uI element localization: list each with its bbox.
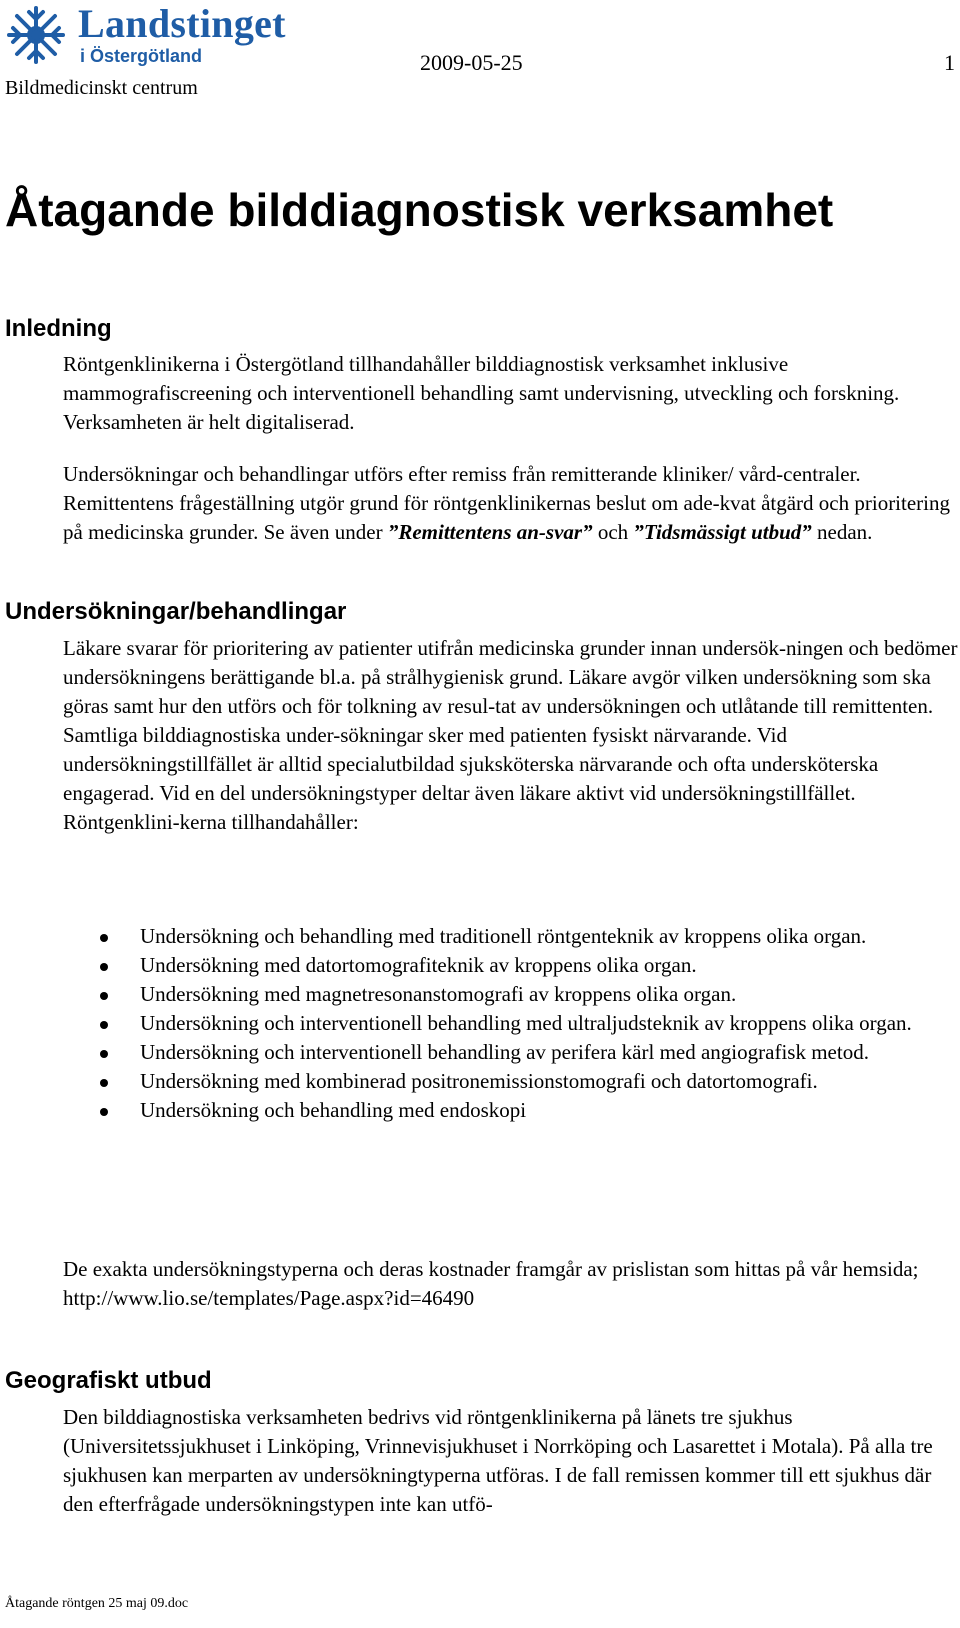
page-number: 1 bbox=[944, 50, 955, 75]
section-heading-exams: Undersökningar/behandlingar bbox=[5, 598, 347, 625]
bullet-icon bbox=[100, 1050, 108, 1058]
bullet-icon bbox=[100, 963, 108, 971]
document-date: 2009-05-25 bbox=[420, 50, 523, 75]
list-item-text: Undersökning med magnetresonanstomografi av kroppens olika organ. bbox=[140, 982, 737, 1006]
page-title: Åtagande bilddiagnostisk verksamhet bbox=[5, 184, 834, 236]
intro-paragraph-1 bbox=[63, 350, 958, 437]
intro-text-2-end: nedan. bbox=[811, 520, 873, 544]
list-item-text: Undersökning med kombinerad positronemissionstomografi och datortomografi. bbox=[140, 1069, 818, 1093]
list-item-text: Undersökning med datortomografiteknik av kroppens olika organ. bbox=[140, 953, 697, 977]
list-item bbox=[63, 922, 958, 951]
intro-paragraph-2 bbox=[63, 460, 958, 547]
exams-text-2: De exakta undersökningstyperna och deras kostnader framgår av prislistan som hittas på vår hemsida; bbox=[63, 1257, 919, 1281]
intro-text-1: Röntgenklinikerna i Östergötland tillhandahåller bilddiagnostisk verksamhet inklusive mammografiscreening och interventionell behandling samt undervisning, utveckling och forskning. Verksamheten är helt digitaliserad. bbox=[63, 352, 900, 434]
list-item bbox=[63, 1009, 958, 1038]
bullet-icon bbox=[100, 1021, 108, 1029]
logo-subtitle: i Östergötland bbox=[80, 46, 203, 66]
price-list-link[interactable]: http://www.lio.se/templates/Page.aspx?id=46490 bbox=[63, 1286, 475, 1310]
list-item bbox=[63, 951, 958, 980]
list-item bbox=[63, 980, 958, 1009]
list-item-text: Undersökning och behandling med traditionell röntgenteknik av kroppens olika organ. bbox=[140, 924, 867, 948]
section-heading-intro: Inledning bbox=[5, 315, 112, 342]
exams-text-1: Läkare svarar för prioritering av patienter utifrån medicinska grunder innan undersök-ningen och bedömer undersökningens berättigande bl.a. på strålhygienisk grund. Läkare avgör vilken undersökning som ska göras samt hur den utförs och för tolkning av resul-tat av undersökningen och utlåtande till remittenten. Samtliga bilddiagnostiska under-sökningar sker med patienten fysiskt närvarande. Vid undersökningstillfället är alltid specialutbildad sjuksköterska närvarande och ofta undersköterska engagerad. Vid en del undersökningstyper deltar även läkare aktivt vid undersökningstillfället. Röntgenklini-kerna tillhandahåller: bbox=[63, 636, 958, 834]
geo-text-1: Den bilddiagnostiska verksamheten bedrivs vid röntgenklinikerna på länets tre sjukhus (Universitetssjukhuset i Linköping, Vrinnevisjukhuset i Norrköping och Lasarettet i Motala). På alla tre sjukhusen kan merparten av undersökningtyperna utföras. I de fall remissen kommer till ett sjukhus där den efterfrågade undersökningstypen inte kan utfö- bbox=[63, 1405, 933, 1516]
snowflake-emblem-icon bbox=[5, 4, 67, 66]
exams-paragraph-1 bbox=[63, 634, 958, 837]
bullet-icon bbox=[100, 992, 108, 1000]
exams-paragraph-2 bbox=[63, 1255, 958, 1313]
logo-name: Landstinget bbox=[78, 1, 286, 46]
list-item-text: Undersökning och behandling med endoskopi bbox=[140, 1098, 527, 1122]
list-item-text: Undersökning och interventionell behandling med ultraljudsteknik av kroppens olika organ. bbox=[140, 1011, 912, 1035]
exam-types-list bbox=[63, 922, 958, 1125]
bullet-icon bbox=[100, 1079, 108, 1087]
intro-text-2-start: Undersökningar och behandlingar utförs efter remiss från remitterande kliniker/ vård-centraler. Remittentens frågeställning utgör grund för röntgenklinikernas beslut om ade-kvat åtgärd och prioritering på medicinska grunder. Se även under bbox=[63, 462, 951, 544]
bullet-icon bbox=[100, 934, 108, 942]
department-name: Bildmedicinskt centrum bbox=[5, 77, 198, 99]
list-item bbox=[63, 1096, 958, 1125]
reference-remittentens-ansvar: ”Remittentens an-svar” bbox=[387, 520, 593, 544]
section-heading-geo: Geografiskt utbud bbox=[5, 1367, 212, 1394]
list-item bbox=[63, 1038, 958, 1067]
list-item bbox=[63, 1067, 958, 1096]
geo-paragraph-1 bbox=[63, 1403, 958, 1519]
intro-text-2 bbox=[63, 460, 958, 547]
reference-tidsmassigt-utbud: ”Tidsmässigt utbud” bbox=[633, 520, 812, 544]
footer-filename: Åtagande röntgen 25 maj 09.doc bbox=[5, 1596, 189, 1611]
intro-text-2-mid: och bbox=[592, 520, 634, 544]
list-item-text: Undersökning och interventionell behandling av perifera kärl med angiografisk metod. bbox=[140, 1040, 869, 1064]
bullet-icon bbox=[100, 1108, 108, 1116]
landstinget-logo bbox=[5, 2, 285, 72]
